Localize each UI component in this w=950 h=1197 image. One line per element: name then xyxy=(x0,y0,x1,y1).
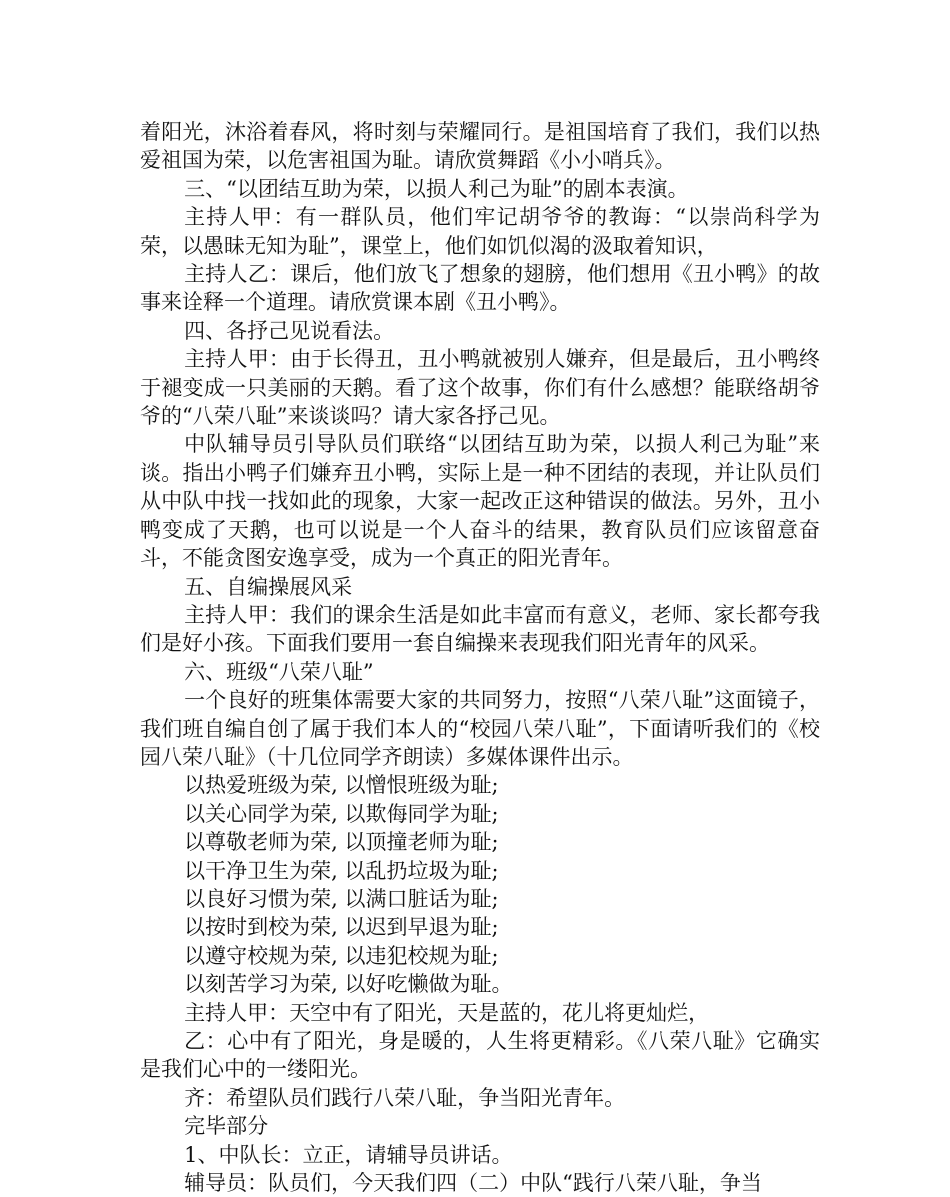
honor-line-2: 以关心同学为荣, 以欺侮同学为耻; xyxy=(184,801,499,826)
paragraph-host-a-1: 主持人甲：有一群队员，他们牢记胡爷爷的教诲：“以崇尚科学为荣，以愚昧无知为耻”，课堂上，他们如饥似渴的汲取着知识， xyxy=(140,205,820,258)
paragraph-all-together: 齐：希望队员们践行八荣八耻，争当阳光青年。 xyxy=(184,1085,626,1110)
closing-section-heading: 完毕部分 xyxy=(184,1114,269,1139)
section-3-heading: 三、“以团结互助为荣，以损人利己为耻”的剧本表演。 xyxy=(184,176,689,201)
paragraph-host-a-4: 主持人甲：天空中有了阳光，天是蓝的，花儿将更灿烂， xyxy=(184,1000,710,1025)
paragraph-host-b-1: 主持人乙：课后，他们放飞了想象的翅膀，他们想用《丑小鸭》的故事来诠释一个道理。请欣赏课本剧《丑小鸭》。 xyxy=(140,262,820,315)
document-page xyxy=(140,118,820,1197)
paragraph-1: 着阳光，沐浴着春风，将时刻与荣耀同行。是祖国培育了我们，我们以热爱祖国为荣，以危害祖国为耻。请欣赏舞蹈《小小哨兵》。 xyxy=(140,120,820,173)
paragraph-counselor-guide: 中队辅导员引导队员们联络“以团结互助为荣，以损人利己为耻”来谈。指出小鸭子们嫌弃丑小鸭，实际上是一种不团结的表现，并让队员们从中队中找一找如此的现象，大家一起改正这种错误的做法。另外，丑小鸭变成了天鹅，也可以说是一个人奋斗的结果，教育队员们应该留意奋斗，不能贪图安逸享受，成为一个真正的阳光青年。 xyxy=(140,432,820,571)
honor-line-6: 以按时到校为荣, 以迟到早退为耻; xyxy=(184,915,499,940)
paragraph-squad-leader: 1、中队长：立正，请辅导员讲话。 xyxy=(184,1142,513,1167)
paragraph-counselor-speech: 辅导员：队员们，今天我们四（二）中队“践行八荣八耻，争当 xyxy=(184,1171,762,1196)
honor-line-7: 以遵守校规为荣, 以违犯校规为耻; xyxy=(184,943,499,968)
honor-line-8: 以刻苦学习为荣, 以好吃懒做为耻。 xyxy=(184,972,513,997)
paragraph-host-b-2: 乙：心中有了阳光，身是暖的，人生将更精彩。《八荣八耻》它确实是我们心中的一缕阳光。 xyxy=(140,1029,820,1082)
section-5-heading: 五、自编操展风采 xyxy=(184,574,353,599)
paragraph-host-a-2: 主持人甲：由于长得丑，丑小鸭就被别人嫌弃，但是最后，丑小鸭终于褪变成一只美丽的天鹅。看了这个故事，你们有什么感想？能联络胡爷爷的“八荣八耻”来谈谈吗？请大家各抒己见。 xyxy=(140,347,820,429)
honor-line-3: 以尊敬老师为荣, 以顶撞老师为耻; xyxy=(184,830,499,855)
section-6-heading: 六、班级“八荣八耻” xyxy=(184,659,374,684)
honor-line-5: 以良好习惯为荣, 以满口脏话为耻; xyxy=(184,886,499,911)
paragraph-host-a-3: 主持人甲：我们的课余生活是如此丰富而有意义，老师、家长都夸我们是好小孩。下面我们要用一套自编操来表现我们阳光青年的风采。 xyxy=(140,602,820,656)
honor-line-1: 以热爱班级为荣, 以憎恨班级为耻; xyxy=(184,773,499,798)
section-4-heading: 四、各抒己见说看法。 xyxy=(184,318,395,343)
paragraph-class-intro: 一个良好的班集体需要大家的共同努力，按照“八荣八耻”这面镜子，我们班自编自创了属于我们本人的“校园八荣八耻”，下面请听我们的《校园八荣八耻》（十几位同学齐朗读）多媒体课件出示。 xyxy=(140,688,820,769)
honor-line-4: 以干净卫生为荣, 以乱扔垃圾为耻; xyxy=(184,858,499,883)
